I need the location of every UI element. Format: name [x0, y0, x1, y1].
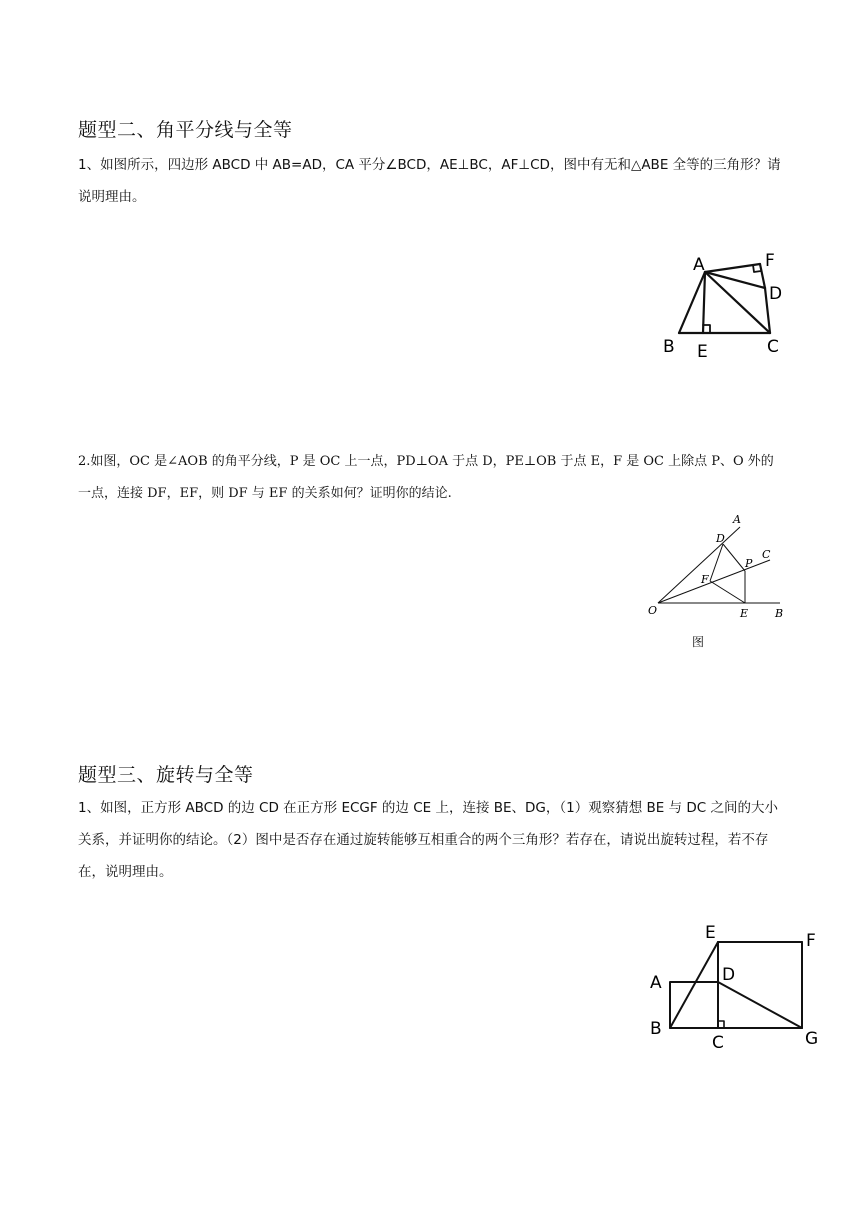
label-E: E	[705, 923, 716, 943]
label-A: A	[693, 255, 705, 275]
figure-quadrilateral-abcd	[655, 240, 795, 365]
label-C: C	[762, 548, 771, 561]
label-F: F	[701, 573, 709, 586]
section2-q2-text: 2.如图，OC 是∠AOB 的角平分线，P 是 OC 上一点，PD⊥OA 于点 D，PE⊥OB 于点 E，F 是 OC 上除点 P、O 外的一点，连接 DF，EF，则 DF 与 EF 的关系如何？证明你的结论.	[78, 454, 774, 501]
label-F: F	[806, 931, 816, 951]
label-E: E	[697, 342, 708, 362]
section2-q1-text: 1、如图所示，四边形 ABCD 中 AB=AD，CA 平分∠BCD，AE⊥BC，AF⊥CD，图中有无和△ABE 全等的三角形？请说明理由。	[78, 157, 781, 205]
figure-two-squares	[640, 920, 825, 1055]
section2-heading: 题型二、角平分线与全等	[78, 119, 293, 141]
label-B: B	[775, 607, 784, 620]
label-C: C	[767, 337, 779, 357]
label-A: A	[733, 513, 741, 526]
label-B: B	[650, 1019, 662, 1039]
figure-caption: 图	[692, 635, 705, 649]
label-E: E	[740, 607, 749, 620]
label-F: F	[765, 251, 775, 271]
label-D: D	[722, 965, 736, 985]
figure-angle-bisector	[640, 510, 800, 625]
section3-heading: 题型三、旋转与全等	[78, 764, 254, 786]
label-B: B	[663, 337, 675, 357]
section3-q1-text: 1、如图，正方形 ABCD 的边 CD 在正方形 ECGF 的边 CE 上，连接 BE、DG，（1）观察猜想 BE 与 DC 之间的大小关系，并证明你的结论。（2）图中是否存在通过旋转能够互相重合的两个三角形？若存在，请说出旋转过程，若不存在，说明理由。	[78, 800, 779, 880]
label-O: O	[648, 604, 658, 617]
label-A: A	[650, 973, 662, 993]
label-G: G	[805, 1029, 819, 1049]
label-P: P	[745, 557, 753, 570]
label-C: C	[712, 1033, 724, 1053]
label-D: D	[716, 532, 725, 545]
label-D: D	[769, 284, 783, 304]
